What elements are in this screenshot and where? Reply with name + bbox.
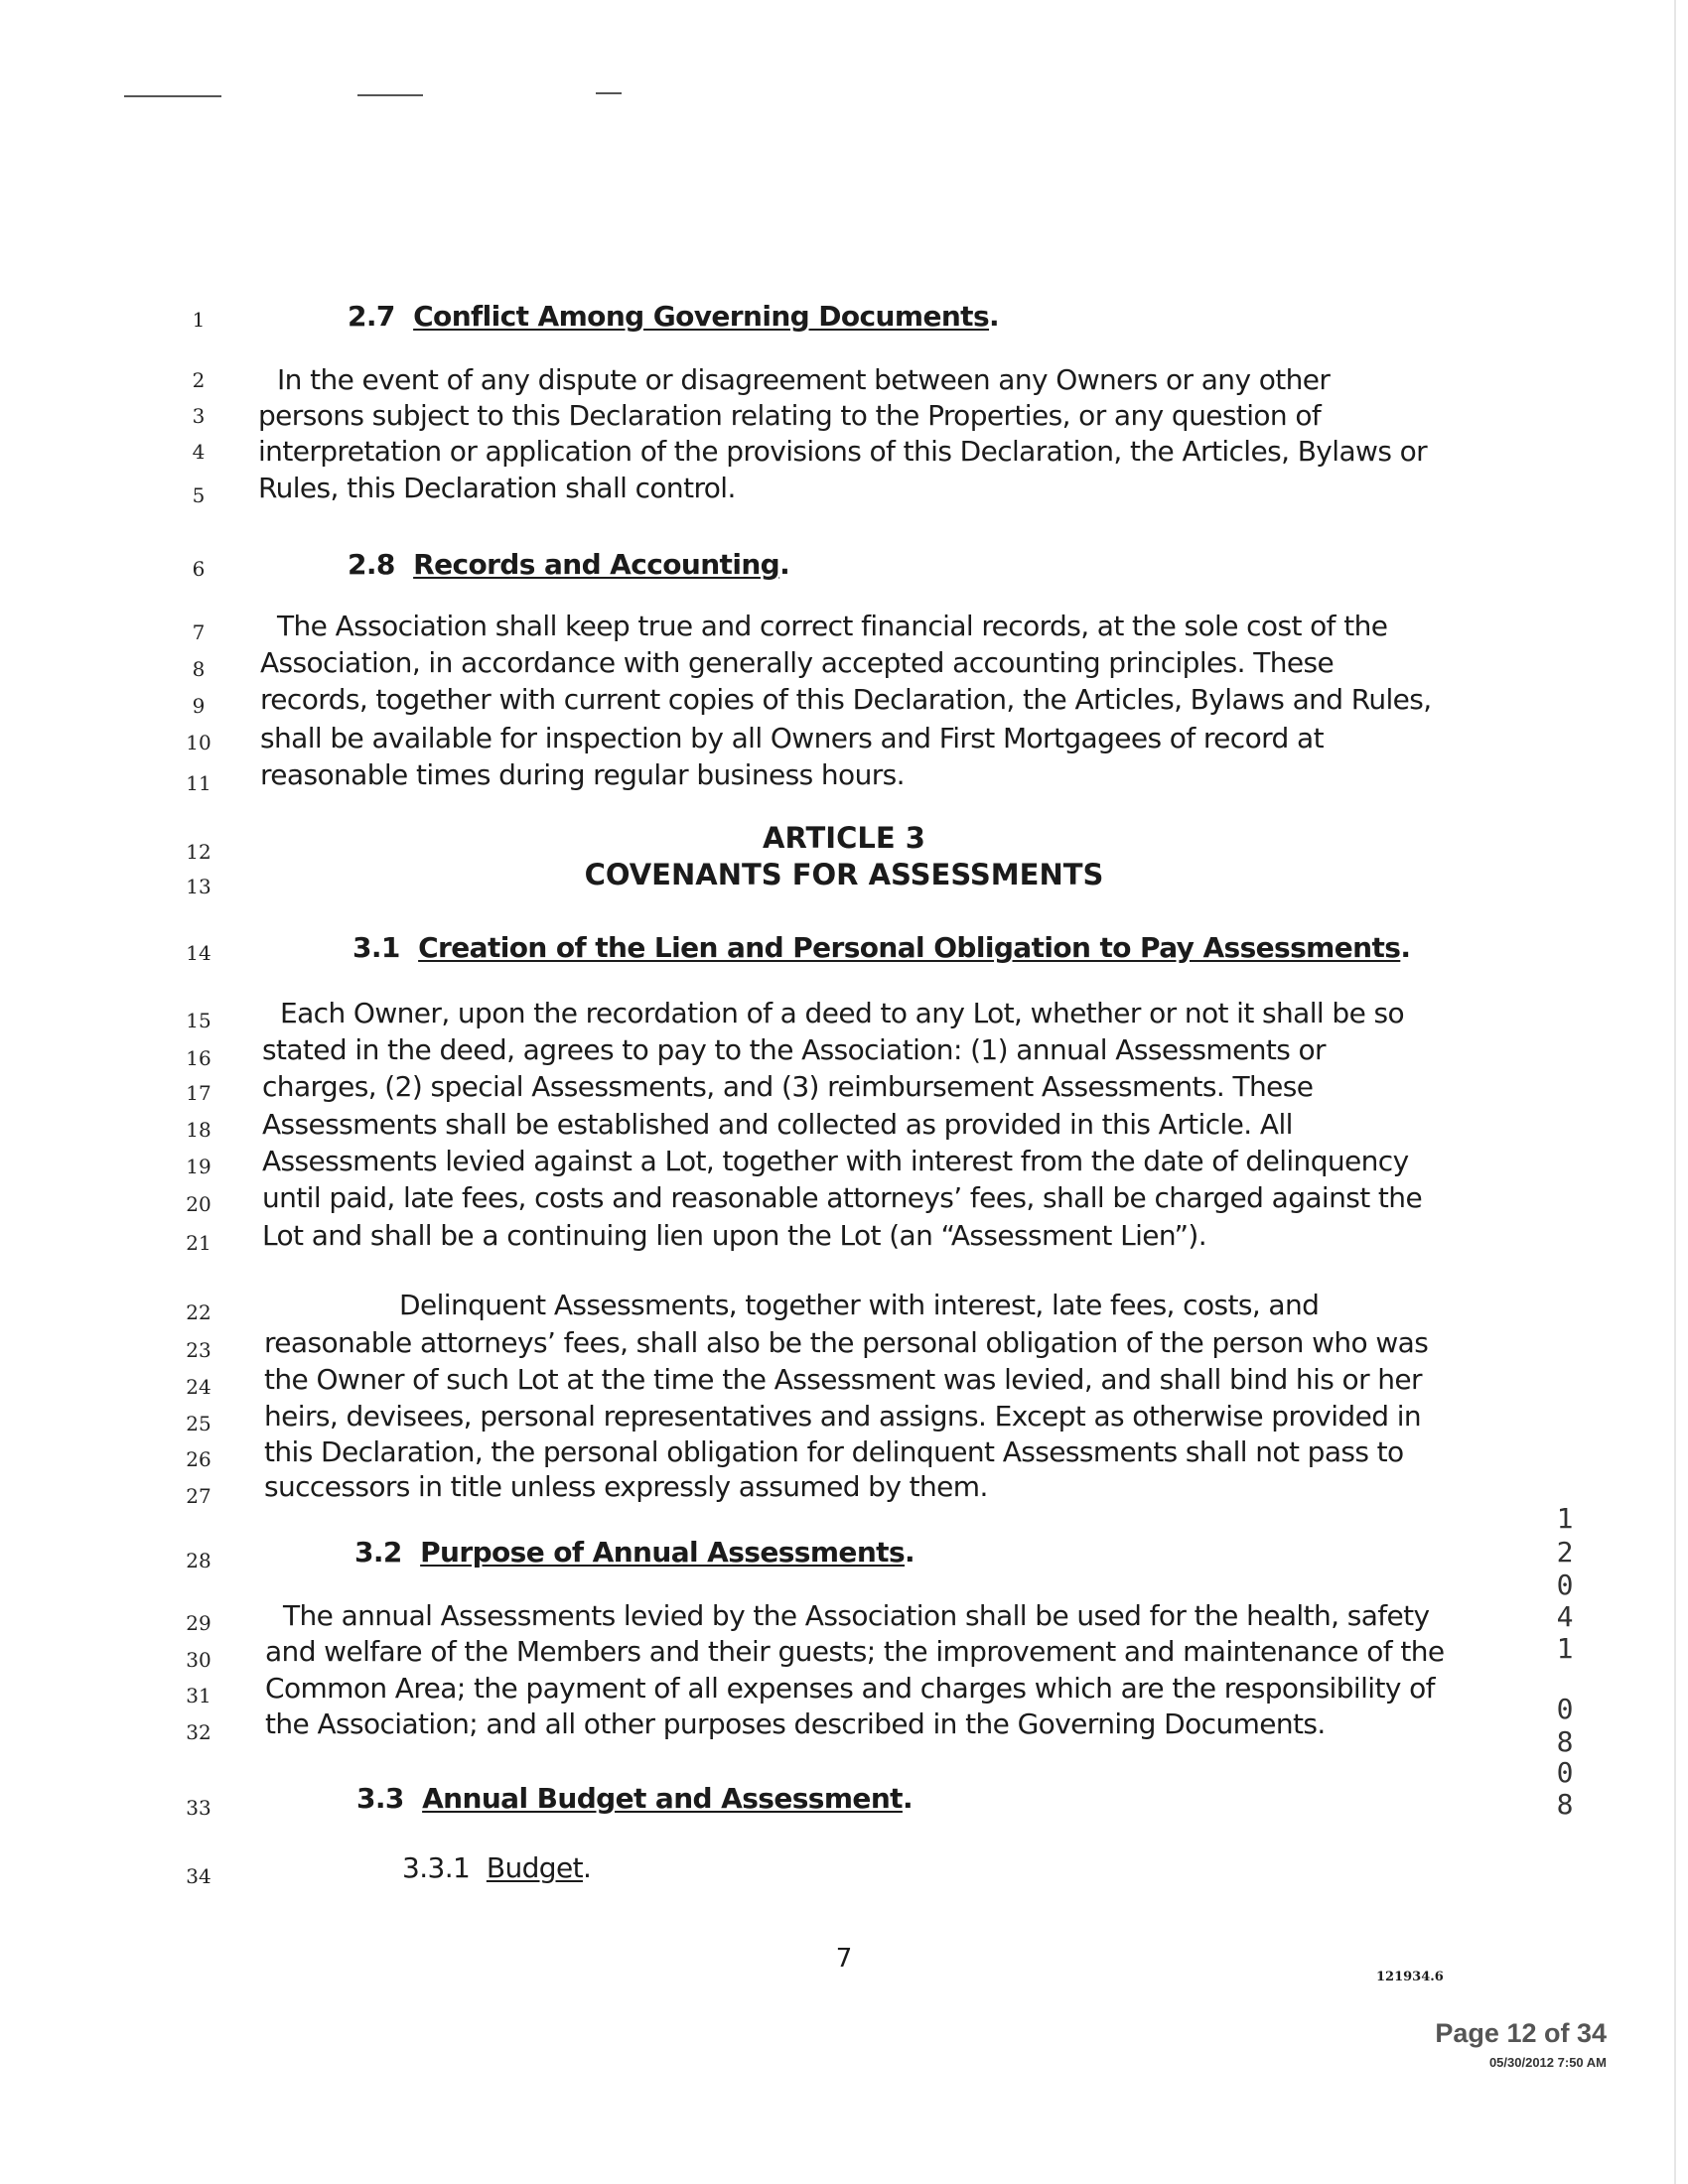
line-number: 23 [186, 1338, 211, 1362]
paragraph-text: Rules, this Declaration shall control. [258, 472, 736, 504]
document-line [0, 933, 1688, 973]
line-number: 19 [186, 1155, 211, 1178]
line-number: 30 [186, 1648, 211, 1672]
print-timestamp: 05/30/2012 7:50 AM [1488, 2055, 1607, 2070]
recording-stamp-digit: 8 [1556, 1725, 1574, 1758]
line-number: 15 [186, 1009, 211, 1032]
line-number: 7 [192, 620, 206, 644]
document-line [0, 1470, 1688, 1516]
recording-stamp-digit: 1 [1556, 1502, 1574, 1535]
scan-artifact-line [124, 95, 221, 97]
article-number: ARTICLE 3 [763, 821, 925, 855]
paragraph-text: Assessments shall be established and collected as provided in this Article. All [262, 1108, 1293, 1141]
paragraph-text: stated in the deed, agrees to pay to the Association: (1) annual Assessments or [262, 1033, 1326, 1066]
line-number: 31 [186, 1684, 211, 1707]
line-number: 2 [192, 368, 206, 392]
scan-artifact-line [357, 94, 423, 96]
page-of-indicator: Page 12 of 34 [1435, 2018, 1607, 2048]
section-number: 2.8 [348, 548, 395, 581]
line-number: 29 [186, 1611, 211, 1635]
paragraph-text: In the event of any dispute or disagreement between any Owners or any other [277, 363, 1331, 396]
document-line [0, 1851, 1688, 1896]
document-line [0, 472, 1688, 515]
document-line [0, 396, 1688, 436]
line-number: 17 [186, 1081, 211, 1105]
document-line [0, 758, 1688, 803]
section-number: 2.7 [348, 300, 395, 333]
line-number: 3 [192, 404, 206, 428]
section-heading-3-3: 3.3 Annual Budget and Assessment. [356, 1782, 913, 1815]
subsection-title: Budget [486, 1851, 583, 1884]
section-heading-2-7: 2.7 Conflict Among Governing Documents. [348, 300, 1000, 333]
recording-stamp-digit: 0 [1556, 1569, 1574, 1601]
line-number: 9 [192, 694, 206, 718]
line-number: 25 [186, 1412, 211, 1435]
paragraph-text: records, together with current copies of this Declaration, the Articles, Bylaws and Rules, [260, 683, 1432, 716]
line-number: 18 [186, 1118, 211, 1142]
line-number: 10 [186, 731, 211, 754]
paragraph-text: The Association shall keep true and correct financial records, at the sole cost of the [277, 610, 1388, 642]
line-number: 28 [186, 1549, 211, 1572]
paragraph-text: Common Area; the payment of all expenses and charges which are the responsibility of [265, 1672, 1435, 1705]
line-number: 21 [186, 1231, 211, 1255]
page-number: 7 [835, 1944, 853, 1974]
paragraph-text: Each Owner, upon the recordation of a deed to any Lot, whether or not it shall be so [280, 997, 1405, 1029]
line-number: 4 [192, 440, 206, 464]
recording-stamp-digit: 2 [1556, 1536, 1574, 1569]
recording-stamp-digit: 0 [1556, 1756, 1574, 1789]
line-number: 1 [192, 308, 206, 332]
line-number: 8 [192, 657, 206, 681]
line-number: 32 [186, 1720, 211, 1744]
document-reference: 121934.6 [1376, 1970, 1444, 1984]
section-title: Annual Budget and Assessment [422, 1782, 903, 1815]
paragraph-text: reasonable attorneys’ fees, shall also be the personal obligation of the person who was [264, 1326, 1429, 1359]
paragraph-text: the Owner of such Lot at the time the Assessment was levied, and shall bind his or her [264, 1363, 1422, 1396]
paragraph-text: persons subject to this Declaration relating to the Properties, or any question of [258, 399, 1322, 432]
document-line [0, 549, 1688, 589]
paragraph-text: successors in title unless expressly assumed by them. [264, 1470, 988, 1503]
line-number: 34 [186, 1864, 211, 1888]
recording-stamp-digit: 0 [1556, 1693, 1574, 1725]
document-line [0, 360, 1688, 400]
line-number: 22 [186, 1300, 211, 1324]
section-title: Creation of the Lien and Personal Obligation to Pay Assessments [418, 931, 1401, 964]
line-number: 33 [186, 1796, 211, 1820]
section-heading-3-1: 3.1 Creation of the Lien and Personal Obligation to Pay Assessments. [352, 931, 1411, 964]
article-title: COVENANTS FOR ASSESSMENTS [584, 858, 1104, 891]
paragraph-text: interpretation or application of the provisions of this Declaration, the Articles, Bylaws or [258, 435, 1428, 468]
line-number: 11 [186, 771, 211, 795]
paragraph-text: heirs, devisees, personal representatives and assigns. Except as otherwise provided in [264, 1400, 1422, 1433]
document-line [0, 1219, 1688, 1263]
line-number: 14 [186, 941, 211, 965]
paragraph-text: this Declaration, the personal obligation for delinquent Assessments shall not pass to [264, 1435, 1404, 1468]
paragraph-text: Association, in accordance with generally accepted accounting principles. These [260, 646, 1335, 679]
paragraph-text: and welfare of the Members and their guests; the improvement and maintenance of the [265, 1635, 1445, 1668]
line-number: 5 [192, 483, 206, 507]
line-number: 20 [186, 1192, 211, 1216]
document-line [0, 1782, 1688, 1828]
recording-stamp-digit: 1 [1556, 1632, 1574, 1665]
line-number: 24 [186, 1375, 211, 1399]
paragraph-text: the Association; and all other purposes described in the Governing Documents. [265, 1707, 1326, 1740]
line-number: 26 [186, 1447, 211, 1471]
document-line [0, 1707, 1688, 1752]
line-number: 13 [186, 875, 211, 898]
line-number: 27 [186, 1484, 211, 1508]
subsection-number: 3.3.1 [402, 1851, 471, 1884]
document-line [0, 1536, 1688, 1580]
recording-stamp-digit: 4 [1556, 1600, 1574, 1633]
paragraph-text: Assessments levied against a Lot, together with interest from the date of delinquency [262, 1145, 1409, 1177]
recording-stamp-digit: 8 [1556, 1788, 1574, 1821]
section-number: 3.2 [354, 1536, 402, 1569]
paragraph-text: until paid, late fees, costs and reasonable attorneys’ fees, shall be charged against the [262, 1181, 1423, 1214]
subsection-heading-3-3-1: 3.3.1 Budget. [402, 1851, 592, 1884]
section-heading-2-8: 2.8 Records and Accounting. [348, 548, 790, 581]
line-number: 6 [192, 557, 206, 581]
section-number: 3.3 [356, 1782, 404, 1815]
paragraph-text: The annual Assessments levied by the Association shall be used for the health, safety [283, 1599, 1430, 1632]
section-heading-3-2: 3.2 Purpose of Annual Assessments. [354, 1536, 915, 1569]
section-number: 3.1 [352, 931, 400, 964]
paragraph-text: charges, (2) special Assessments, and (3) reimbursement Assessments. These [262, 1070, 1314, 1103]
paragraph-text: shall be available for inspection by all Owners and First Mortgagees of record at [260, 722, 1324, 754]
line-number: 12 [186, 840, 211, 864]
paragraph-text: Delinquent Assessments, together with interest, late fees, costs, and [399, 1289, 1320, 1321]
section-title: Purpose of Annual Assessments [420, 1536, 906, 1569]
section-title: Conflict Among Governing Documents [413, 300, 990, 333]
document-line [0, 432, 1688, 472]
paragraph-text: reasonable times during regular business hours. [260, 758, 905, 791]
scan-artifact-line [596, 92, 622, 94]
section-title: Records and Accounting [413, 548, 780, 581]
document-line [0, 300, 1688, 340]
paragraph-text: Lot and shall be a continuing lien upon the Lot (an “Assessment Lien”). [262, 1219, 1207, 1252]
line-number: 16 [186, 1046, 211, 1070]
